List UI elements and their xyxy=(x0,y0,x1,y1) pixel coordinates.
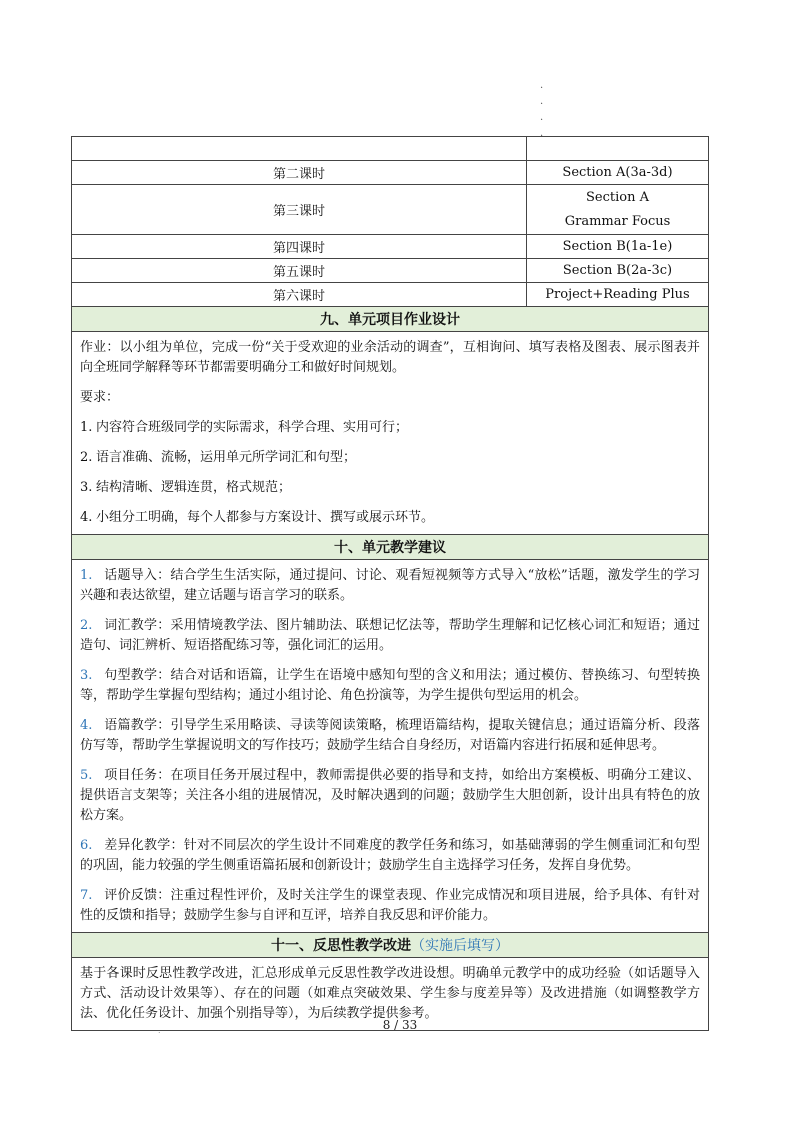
requirement-item xyxy=(80,508,700,528)
suggestion-item xyxy=(80,886,700,926)
section-header-row xyxy=(72,535,709,560)
schedule-row xyxy=(72,283,709,307)
section9-body-row xyxy=(72,332,709,535)
item-number: 6. xyxy=(80,838,93,853)
page-total: 33 xyxy=(402,1018,418,1032)
schedule-row xyxy=(72,161,709,185)
item-number: 4. xyxy=(80,718,93,733)
page-number: 8 xyxy=(382,1018,391,1032)
item-text: 结构清晰、逻辑连贯，格式规范； xyxy=(96,480,292,495)
section9-title: 九、单元项目作业设计 xyxy=(72,307,709,332)
schedule-row xyxy=(72,259,709,283)
section-header-row xyxy=(72,307,709,332)
item-number: 3. xyxy=(80,480,93,495)
item-text: 内容符合班级同学的实际需求，科学合理、实用可行； xyxy=(96,420,409,435)
decorative-dots: . . . . xyxy=(540,80,544,139)
item-number: 1. xyxy=(80,568,93,583)
lesson-cell: 第四课时 xyxy=(72,235,527,259)
item-text: 话题导入：结合学生生活实际，通过提问、讨论、观看短视频等方式导入“放松”话题，激发学生的学习兴趣和表达欲望，建立话题与语言学习的联系。 xyxy=(80,568,700,603)
requirement-item xyxy=(80,478,700,498)
content-line: Section A xyxy=(586,189,649,205)
item-number: 3. xyxy=(80,668,93,683)
item-text: 项目任务：在项目任务开展过程中，教师需提供必要的指导和支持，如给出方案模板、明确分工建议、提供语言支架等；关注各小组的进展情况，及时解决遇到的问题；鼓励学生大胆创新，设计出具有特色的放松方案。 xyxy=(80,768,700,823)
reflection-text: 基于各课时反思性教学改进，汇总形成单元反思性教学改进设想。明确单元教学中的成功经验（如话题导入方式、活动设计效果等）、存在的问题（如难点突破效果、学生参与度差异等）及改进措施（如调整教学方法、优化任务设计、加强个别指导等），为后续教学提供参考。 xyxy=(80,966,700,1021)
section10-body-row xyxy=(72,560,709,933)
lesson-cell: 第二课时 xyxy=(72,161,527,185)
item-text: 小组分工明确，每个人都参与方案设计、撰写或展示环节。 xyxy=(96,510,435,525)
suggestion-item xyxy=(80,616,700,656)
content-cell: Section B(2a-3c) xyxy=(527,259,709,283)
item-number: 2. xyxy=(80,450,93,465)
item-number: 4. xyxy=(80,510,93,525)
homework-task: 作业：以小组为单位，完成一份“关于受欢迎的业余活动的调查”，互相询问、填写表格及图表、展示图表并向全班同学解释等环节都需要明确分工和做好时间规划。 xyxy=(80,340,700,375)
section11-note: （实施后填写） xyxy=(411,938,509,954)
lesson-cell: 第六课时 xyxy=(72,283,527,307)
suggestion-item xyxy=(80,666,700,706)
content-line: Grammar Focus xyxy=(564,213,671,229)
section11-header xyxy=(72,933,709,958)
item-number: 2. xyxy=(80,618,93,633)
content-cell: Section A(3a-3d) xyxy=(527,161,709,185)
section-header-row xyxy=(72,933,709,958)
schedule-row xyxy=(72,235,709,259)
item-number: 5. xyxy=(80,768,93,783)
section9-body xyxy=(72,332,709,535)
suggestion-item xyxy=(80,566,700,606)
lesson-cell: 第五课时 xyxy=(72,259,527,283)
page-separator: / xyxy=(394,1018,399,1032)
page-footer xyxy=(0,1018,800,1032)
item-text: 评价反馈：注重过程性评价，及时关注学生的课堂表现、作业完成情况和项目进展，给予具体、有针对性的反馈和指导；鼓励学生参与自评和互评，培养自我反思和评价能力。 xyxy=(80,888,700,923)
item-text: 语言准确、流畅，运用单元所学词汇和句型； xyxy=(96,450,357,465)
schedule-row xyxy=(72,185,709,235)
suggestion-item xyxy=(80,716,700,756)
requirements-label: 要求： xyxy=(80,390,120,405)
lesson-cell: 第三课时 xyxy=(72,185,527,235)
item-text: 词汇教学：采用情境教学法、图片辅助法、联想记忆法等，帮助学生理解和记忆核心词汇和短语；通过造句、词汇辨析、短语搭配练习等，强化词汇的运用。 xyxy=(80,618,700,653)
item-number: 7. xyxy=(80,888,93,903)
content-cell: Project+Reading Plus xyxy=(527,283,709,307)
requirement-item xyxy=(80,418,700,438)
unit-design-table xyxy=(71,136,709,1031)
decorative-dot: . xyxy=(158,1026,161,1035)
section11-title: 十一、反思性教学改进 xyxy=(271,938,411,954)
item-text: 语篇教学：引导学生采用略读、寻读等阅读策略，梳理语篇结构，提取关键信息；通过语篇分析、段落仿写等，帮助学生掌握说明文的写作技巧；鼓励学生结合自身经历，对语篇内容进行拓展和延伸思考。 xyxy=(80,718,700,753)
section10-body xyxy=(72,560,709,933)
content-cell xyxy=(527,137,709,161)
content-cell: Section B(1a-1e) xyxy=(527,235,709,259)
content-cell xyxy=(527,185,709,235)
lesson-cell xyxy=(72,137,527,161)
schedule-row-empty xyxy=(72,137,709,161)
item-text: 差异化教学：针对不同层次的学生设计不同难度的教学任务和练习，如基础薄弱的学生侧重词汇和句型的巩固，能力较强的学生侧重语篇拓展和创新设计；鼓励学生自主选择学习任务，发挥自身优势。 xyxy=(80,838,700,873)
requirement-item xyxy=(80,448,700,468)
suggestion-item xyxy=(80,766,700,826)
suggestion-item xyxy=(80,836,700,876)
item-text: 句型教学：结合对话和语篇，让学生在语境中感知句型的含义和用法；通过模仿、替换练习、句型转换等，帮助学生掌握句型结构；通过小组讨论、角色扮演等，为学生提供句型运用的机会。 xyxy=(80,668,700,703)
item-number: 1. xyxy=(80,420,93,435)
section10-title: 十、单元教学建议 xyxy=(72,535,709,560)
